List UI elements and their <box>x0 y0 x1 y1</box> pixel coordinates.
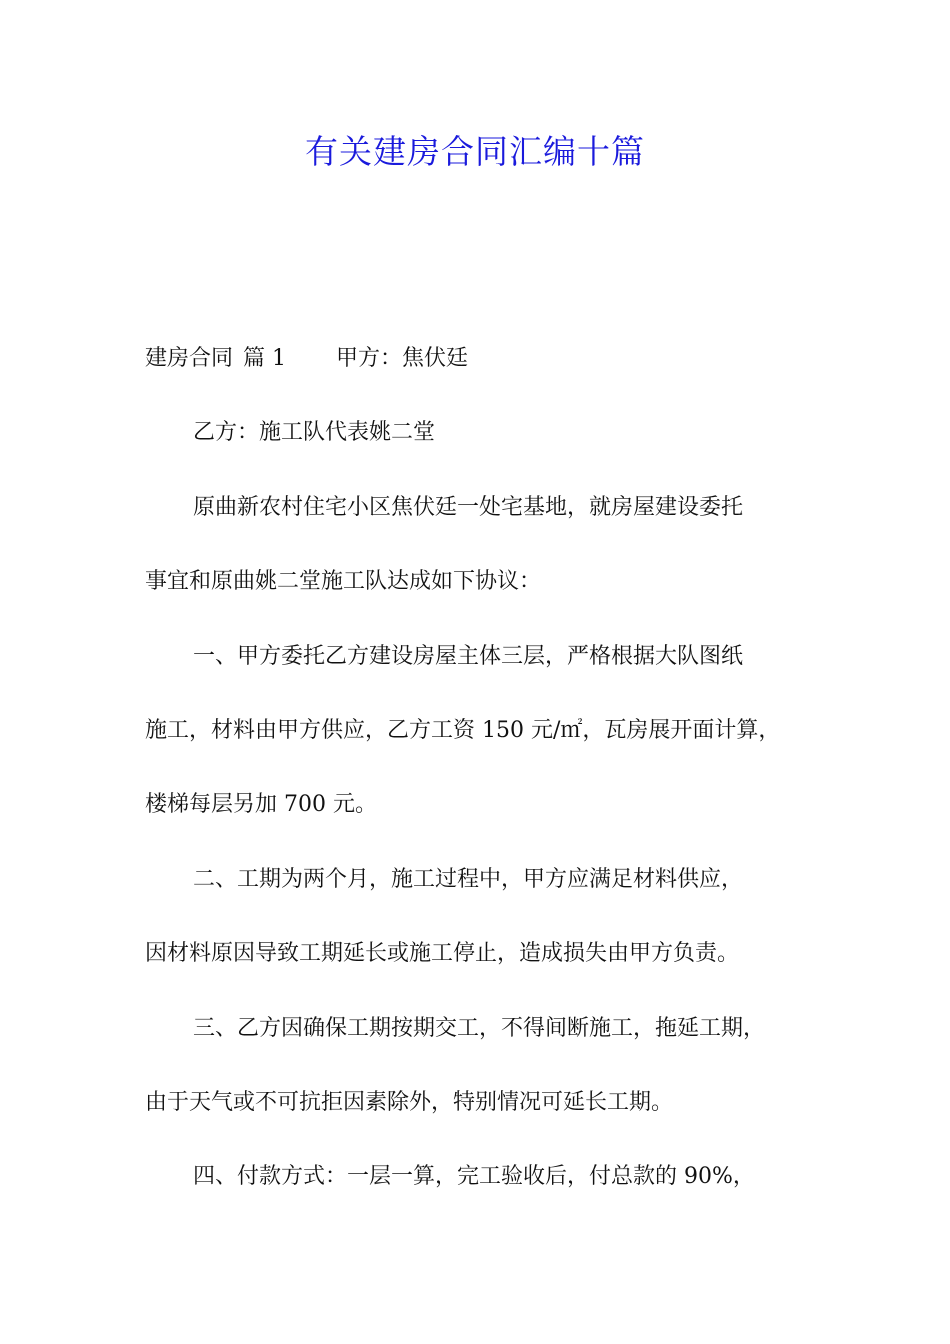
clause-2-line: 因材料原因导致工期延长或施工停止，造成损失由甲方负责。 <box>145 941 740 967</box>
section-number: 篇 1 <box>243 346 287 371</box>
clause-4-line: 四、付款方式：一层一算，完工验收后，付总款的 90%， <box>193 1164 755 1190</box>
section-heading: 建房合同 <box>145 346 234 371</box>
party-b: 乙方：施工队代表姚二堂 <box>193 420 436 446</box>
document-body <box>145 330 835 1223</box>
paragraph-line: 事宜和原曲姚二堂施工队达成如下协议： <box>145 569 542 595</box>
paragraph-line: 原曲新农村住宅小区焦伏廷一处宅基地，就房屋建设委托 <box>193 494 744 520</box>
party-a: 甲方：焦伏廷 <box>336 346 469 371</box>
clause-1-line: 楼梯每层另加 700 元。 <box>145 792 377 818</box>
clause-3-line: 由于天气或不可抗拒因素除外，特别情况可延长工期。 <box>145 1089 674 1115</box>
clause-3-line: 三、乙方因确保工期按期交工，不得间断施工，拖延工期， <box>193 1015 766 1041</box>
clause-1-line: 一、甲方委托乙方建设房屋主体三层，严格根据大队图纸 <box>193 643 744 669</box>
contract-header-line <box>145 330 835 404</box>
clause-1-line: 施工，材料由甲方供应，乙方工资 150 元/㎡，瓦房展开面计算， <box>145 717 781 743</box>
clause-2-line: 二、工期为两个月，施工过程中，甲方应满足材料供应， <box>193 866 744 892</box>
document-title: 有关建房合同汇编十篇 <box>305 132 645 171</box>
